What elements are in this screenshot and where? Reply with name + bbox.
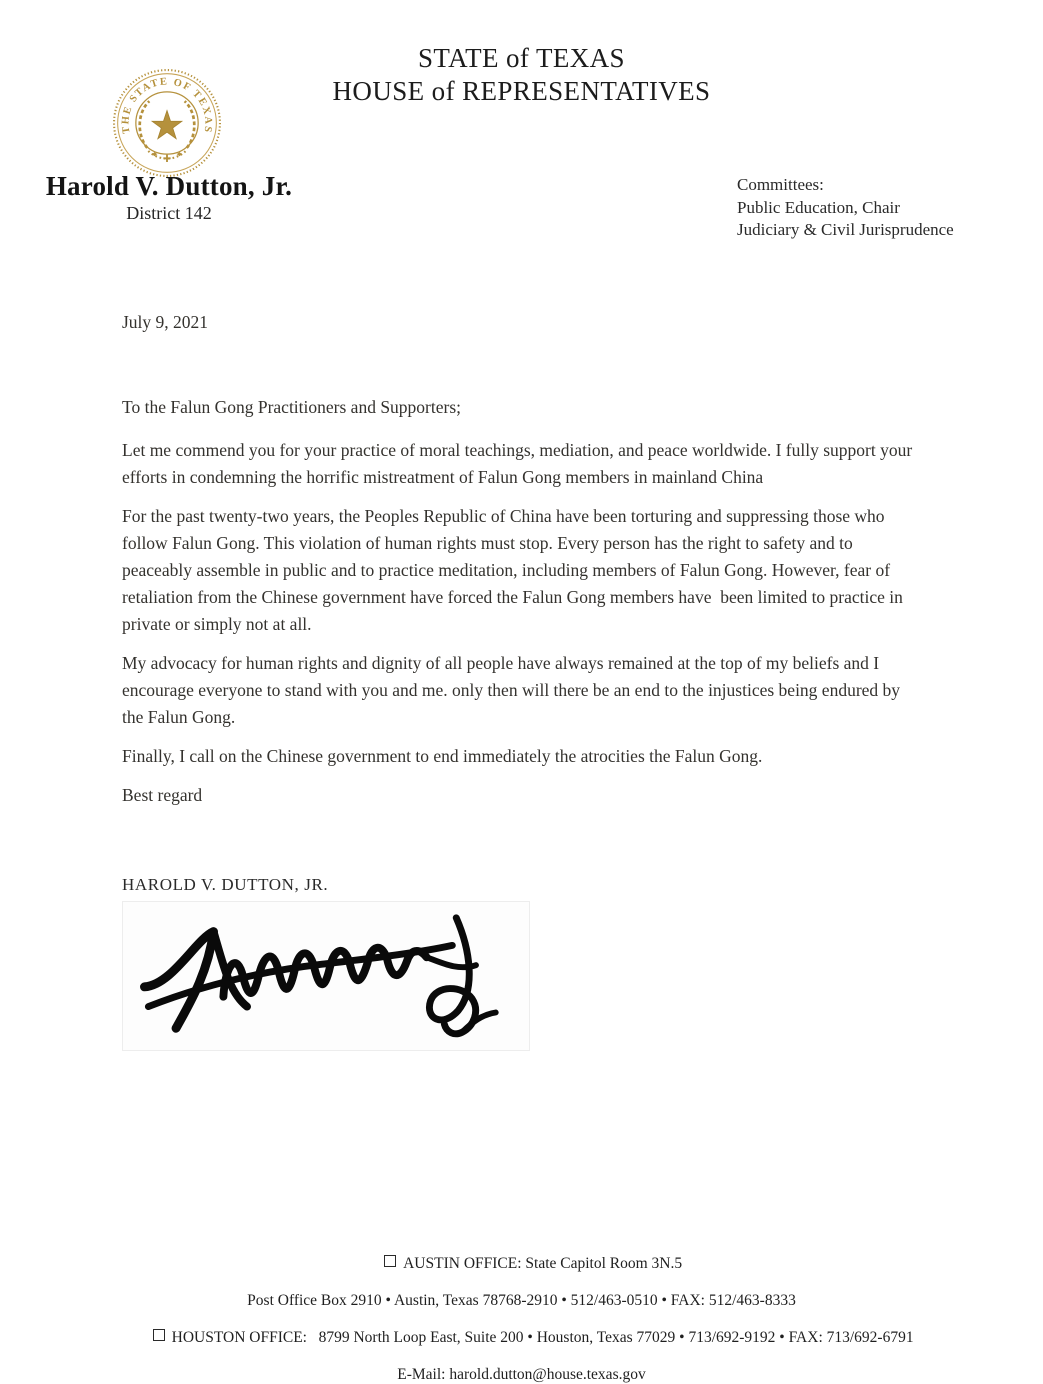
letter-paragraph: My advocacy for human rights and dignity of all people have always remained at the top of my beliefs and I encourage everyone to stand with you and me. only then will there be an end to the injustices being endured by the Falun Gong. <box>122 650 920 731</box>
letterhead-title-line2: HOUSE of REPRESENTATIVES <box>0 75 1043 108</box>
footer-austin-address-line: Post Office Box 2910 • Austin, Texas 78768-2910 • 512/463-0510 • FAX: 512/463-8333 <box>0 1292 1043 1311</box>
austin-office-text: AUSTIN OFFICE: State Capitol Room 3N.5 <box>403 1255 682 1272</box>
representative-block <box>36 171 302 224</box>
footer <box>0 1236 1043 1384</box>
letter-closing: Best regard <box>122 782 920 809</box>
signature-image <box>122 901 530 1051</box>
letter-paragraph: Let me commend you for your practice of moral teachings, mediation, and peace worldwide. I fully support your efforts in condemning the horrific mistreatment of Falun Gong members in mainland China <box>122 437 920 491</box>
committees-block <box>737 174 954 242</box>
letterhead-title-line1: STATE of TEXAS <box>0 42 1043 75</box>
letter-body <box>122 309 920 1051</box>
footer-houston-office-line <box>0 1310 1043 1366</box>
seal-text: THE STATE OF TEXAS <box>120 76 213 134</box>
letter-paragraph: For the past twenty-two years, the Peoples Republic of China have been torturing and suppressing those who follow Falun Gong. This violation of human rights must stop. Every person has the right to safety and to peaceably assemble in public and to practice meditation, including members of Falun Gong. However, fear of retaliation from the Chinese government have forced the Falun Gong members have been limited to practice in private or simply not at all. <box>122 503 920 638</box>
texas-state-seal-icon <box>113 69 221 177</box>
houston-office-text: HOUSTON OFFICE: 8799 North Loop East, Suite 200 • Houston, Texas 77029 • 713/692-9192 • FAX: 713/692-6791 <box>172 1329 914 1346</box>
signer-name: HAROLD V. DUTTON, JR. <box>122 871 920 898</box>
committee-item: Public Education, Chair <box>737 197 954 220</box>
representative-name: Harold V. Dutton, Jr. <box>36 171 302 202</box>
footer-email-line: E-Mail: harold.dutton@house.texas.gov <box>0 1366 1043 1384</box>
letter-paragraph: Finally, I call on the Chinese government to end immediately the atrocities the Falun Gong. <box>122 743 920 770</box>
committees-label: Committees: <box>737 174 954 197</box>
footer-austin-office-line <box>0 1236 1043 1292</box>
representative-district: District 142 <box>36 203 302 224</box>
letter-date: July 9, 2021 <box>122 309 920 336</box>
checkbox-icon <box>384 1255 396 1267</box>
checkbox-icon <box>153 1329 165 1341</box>
letter-salutation: To the Falun Gong Practitioners and Supporters; <box>122 394 920 421</box>
committee-item: Judiciary & Civil Jurisprudence <box>737 219 954 242</box>
